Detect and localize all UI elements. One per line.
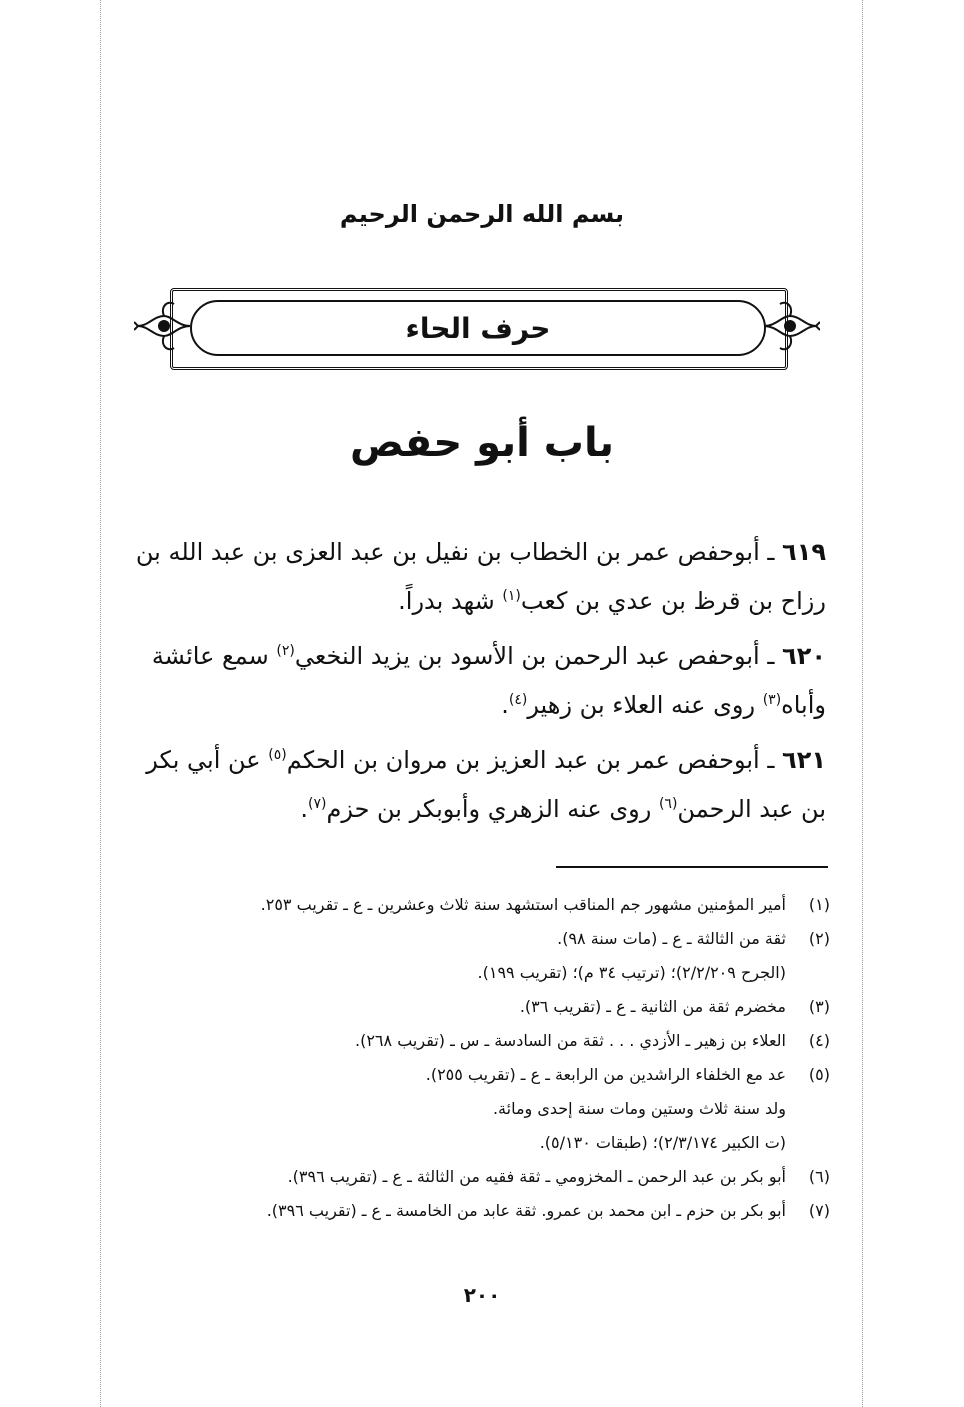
footnote-text: أبو بكر بن عبد الرحمن ـ المخزومي ـ ثقة فقيه من الثالثة ـ ع ـ (تقريب ٣٩٦). [287, 1167, 786, 1186]
section-title: حرف الحاء [405, 311, 551, 345]
entry-621 [128, 736, 826, 834]
entry-number: ٦٢١ [782, 746, 826, 774]
entry-text: شهد بدراً. [398, 587, 503, 615]
footnotes-list [180, 888, 830, 1228]
banner-pill [190, 300, 766, 356]
footnote-continuation [180, 1092, 830, 1126]
footnote [180, 990, 830, 1024]
footnote-text: مخضرم ثقة من الثانية ـ ع ـ (تقريب ٣٦). [519, 997, 786, 1016]
footnote-number: (٦) [808, 1167, 830, 1186]
footnote-text: أبو بكر بن حزم ـ ابن محمد بن عمرو. ثقة عابد من الخامسة ـ ع ـ (تقريب ٣٩٦). [266, 1201, 786, 1220]
footnote-number: (٣) [808, 997, 830, 1016]
footnote-ref: (٧) [308, 796, 327, 812]
footnote-text: ولد سنة ثلاث وستين ومات سنة إحدى ومائة. [492, 1099, 786, 1118]
footnote-text: (الجرح ٢/٢/٢٠٩)؛ (ترتيب ٣٤ م)؛ (تقريب ١٩٩). [477, 963, 786, 982]
entry-text: أبوحفص عمر بن الخطاب بن نفيل بن عبد العزى بن عبد الله بن رزاح بن قرظ بن عدي بن كعب [135, 538, 826, 615]
footnote-number: (١) [808, 895, 830, 914]
footnote-ref: (٢) [276, 643, 295, 659]
footnote-ref: (٣) [762, 692, 782, 708]
entry-620 [128, 632, 826, 730]
footnote-text: (ت الكبير ٢/٣/١٧٤)؛ (طبقات ٥/١٣٠). [539, 1133, 786, 1152]
entry-separator: ـ [767, 746, 775, 774]
entry-text: روى عنه العلاء بن زهير [527, 691, 763, 719]
entries-list [128, 528, 826, 840]
footnote-number: (٥) [808, 1065, 830, 1084]
footnote-number: (٢) [808, 929, 830, 948]
footnote-text: العلاء بن زهير ـ الأزدي . . . ثقة من السادسة ـ س ـ (تقريب ٢٦٨). [355, 1031, 786, 1050]
footnote-number: (٧) [808, 1201, 830, 1220]
entry-text: عن أبي بكر بن عبد الرحمن [146, 746, 826, 823]
footnote [180, 1024, 830, 1058]
footnote-text: أمير المؤمنين مشهور جم المناقب استشهد سنة ثلاث وعشرين ـ ع ـ تقريب ٢٥٣. [260, 895, 786, 914]
entry-text: أبوحفص عمر بن عبد العزيز بن مروان بن الحكم [286, 746, 760, 774]
entry-text: روى عنه الزهري وأبوبكر بن حزم [326, 795, 659, 823]
entry-text: . [300, 795, 308, 823]
entry-separator: ـ [767, 538, 775, 566]
footnote-divider [556, 866, 828, 868]
basmala: بسم الله الرحمن الرحيم [339, 200, 625, 228]
entry-text: أبوحفص عبد الرحمن بن الأسود بن يزيد النخعي [294, 642, 760, 670]
footnote-text: عد مع الخلفاء الراشدين من الرابعة ـ ع ـ (تقريب ٢٥٥). [425, 1065, 786, 1084]
footnote [180, 922, 830, 956]
footnote-ref: (١) [502, 588, 521, 604]
footnote-ref: (٥) [268, 747, 287, 763]
entry-text: . [501, 691, 509, 719]
footnote-ref: (٦) [658, 796, 678, 812]
floral-ornament-icon [762, 296, 820, 356]
footnote-continuation [180, 956, 830, 990]
footnote [180, 888, 830, 922]
footnote [180, 1194, 830, 1228]
entry-text: سمع عائشة وأباه [151, 642, 826, 719]
footnote [180, 1058, 830, 1092]
page-number: ٢٠٠ [463, 1283, 501, 1307]
footnote [180, 1160, 830, 1194]
entry-619 [128, 528, 826, 626]
chapter-title: باب أبو حفص [349, 420, 615, 466]
footnote-continuation [180, 1126, 830, 1160]
footnote-text: ثقة من الثالثة ـ ع ـ (مات سنة ٩٨). [557, 929, 786, 948]
footnote-ref: (٤) [508, 692, 528, 708]
footnote-number: (٤) [808, 1031, 830, 1050]
section-banner [134, 284, 820, 370]
entry-separator: ـ [767, 642, 775, 670]
entry-number: ٦١٩ [782, 538, 826, 566]
entry-number: ٦٢٠ [782, 642, 826, 670]
